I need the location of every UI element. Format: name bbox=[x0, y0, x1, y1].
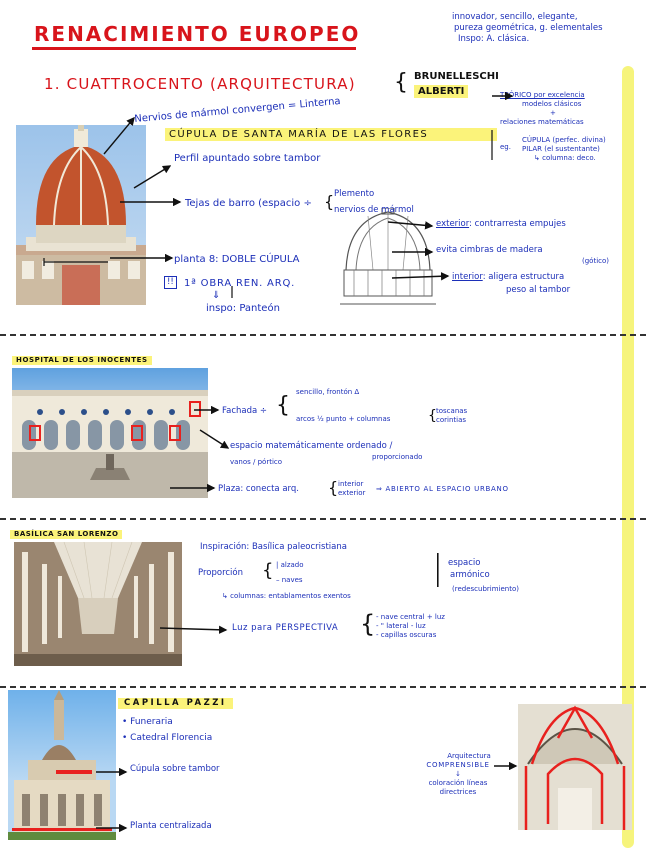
eg-label: eg. bbox=[500, 143, 511, 151]
proporcionado-note: proporcionado bbox=[372, 453, 423, 461]
plemento-label: Plemento bbox=[334, 189, 375, 199]
alberti-list-item: CÚPULA (perfec. divina) bbox=[522, 136, 606, 144]
section1-heading: 1. CUATTROCENTO (ARQUITECTURA) bbox=[44, 75, 356, 93]
abierto-note: ⇒ ABIERTO AL ESPACIO URBANO bbox=[376, 485, 509, 493]
corintias: corintias bbox=[436, 416, 467, 424]
exterior-word: exterior bbox=[436, 219, 470, 229]
section4-heading: CAPILLA PAZZI bbox=[118, 698, 233, 709]
fachada-brace: { bbox=[276, 393, 290, 418]
inspiracion-note: Inspiración: Basílica paleocristiana bbox=[200, 542, 347, 552]
espacio-word: espacio bbox=[448, 558, 481, 568]
luz-brace: { bbox=[360, 610, 376, 638]
inspo-note: inspo: Panteón bbox=[206, 303, 280, 314]
gotico-note: (gótico) bbox=[582, 257, 610, 265]
interior-desc: : aligera estructura bbox=[482, 272, 565, 282]
planta-note: planta 8: DOBLE CÚPULA bbox=[174, 254, 300, 265]
alberti-note: relaciones matemáticas bbox=[500, 118, 584, 126]
arq-line: Arquitectura bbox=[447, 752, 491, 760]
alberti-list-item: ↳ columna: deco. bbox=[534, 154, 596, 162]
section3-heading: BASÍLICA SAN LORENZO bbox=[10, 530, 122, 539]
tejas-brace: { bbox=[324, 192, 335, 211]
interior-word: interior bbox=[452, 272, 483, 282]
nervios-note: Nervios de mármol convergen = Linterna bbox=[133, 96, 342, 125]
plaza-exterior: exterior bbox=[338, 489, 366, 497]
col-line: directrices bbox=[439, 788, 477, 796]
alberti-list-text: columna: deco. bbox=[542, 154, 596, 162]
sencillo-note: sencillo, frontón Δ bbox=[296, 388, 360, 396]
proporcion-label: Proporción bbox=[198, 568, 244, 578]
arq-arrow: ↓ bbox=[455, 770, 461, 778]
down-arrow: ⇓ bbox=[212, 290, 221, 301]
redescubrimiento-word: (redescubrimiento) bbox=[452, 585, 519, 593]
top-note: Inspo: A. clásica. bbox=[458, 34, 530, 44]
plaza-note: Plaza: conecta arq. bbox=[218, 484, 299, 494]
plaza-interior: interior bbox=[338, 480, 364, 488]
alzado-text: alzado bbox=[280, 561, 304, 569]
brace: { bbox=[394, 70, 408, 95]
nave-item: - " lateral - luz bbox=[376, 622, 426, 630]
important-badge: !! bbox=[164, 276, 177, 289]
arq-line: COMPRENSIBLE bbox=[426, 761, 490, 769]
pazzi-cupula-note: Cúpula sobre tambor bbox=[130, 764, 220, 774]
exterior-desc: : contrarresta empujes bbox=[469, 219, 566, 229]
tejas-note: Tejas de barro (espacio ÷ bbox=[185, 198, 312, 209]
evita-note: evita cimbras de madera bbox=[436, 245, 543, 255]
fachada-label: Fachada ÷ bbox=[222, 406, 268, 416]
top-note: pureza geométrica, g. elementales bbox=[454, 23, 603, 33]
espacio-note: espacio matemáticamente ordenado / bbox=[230, 441, 393, 451]
nave-item: - capillas oscuras bbox=[376, 631, 437, 639]
espacio-brace: | bbox=[432, 548, 444, 588]
perfil-note: Perfil apuntado sobre tambor bbox=[174, 153, 321, 164]
alberti-note: modelos clásicos bbox=[522, 100, 582, 108]
nervios-marmol-label: nervios de mármol bbox=[334, 205, 414, 215]
top-note: innovador, sencillo, elegante, bbox=[452, 12, 578, 22]
cupula-title: CÚPULA DE SANTA MARÍA DE LAS FLORES bbox=[165, 128, 497, 141]
alberti-note: TEÓRICO por excelencia bbox=[500, 91, 585, 99]
alberti-list-item: PILAR (el sustentante) bbox=[522, 145, 600, 153]
alzado-label: | alzado bbox=[276, 561, 304, 569]
pazzi-planta-note: Planta centralizada bbox=[130, 821, 212, 831]
arcos-note: arcos ½ punto + columnas bbox=[296, 415, 391, 423]
toscanas: toscanas bbox=[436, 407, 468, 415]
pazzi-bullet: • Funeraria bbox=[122, 717, 173, 727]
naves-label: – naves bbox=[276, 576, 303, 584]
columnas-text: columnas: entablamentos exentos bbox=[230, 592, 351, 600]
columnas-note: ↳ columnas: entablamentos exentos bbox=[222, 592, 351, 600]
vanos-note: vanos / pórtico bbox=[230, 458, 283, 466]
architect-alberti: ALBERTI bbox=[414, 85, 468, 98]
pazzi-bullet: • Catedral Florencia bbox=[122, 733, 213, 743]
nave-item: - nave central + luz bbox=[376, 613, 445, 621]
armonico-word: armónico bbox=[450, 570, 490, 580]
interior-note-2: peso al tambor bbox=[506, 285, 571, 295]
primera-obra: 1ª OBRA REN. ARQ. bbox=[184, 278, 296, 289]
proporcion-brace: { bbox=[262, 560, 274, 581]
alberti-note: + bbox=[550, 109, 556, 117]
architect-brunelleschi: BRUNELLESCHI bbox=[414, 71, 499, 82]
page-title: RENACIMIENTO EUROPEO bbox=[34, 22, 361, 46]
luz-note: Luz para PERSPECTIVA bbox=[232, 623, 339, 633]
plaza-brace: { bbox=[328, 478, 339, 497]
section2-heading: HOSPITAL DE LOS INOCENTES bbox=[12, 356, 152, 365]
columnas-brace: { bbox=[428, 408, 437, 424]
col-line: coloración líneas bbox=[428, 779, 488, 787]
naves-text: naves bbox=[281, 576, 303, 584]
